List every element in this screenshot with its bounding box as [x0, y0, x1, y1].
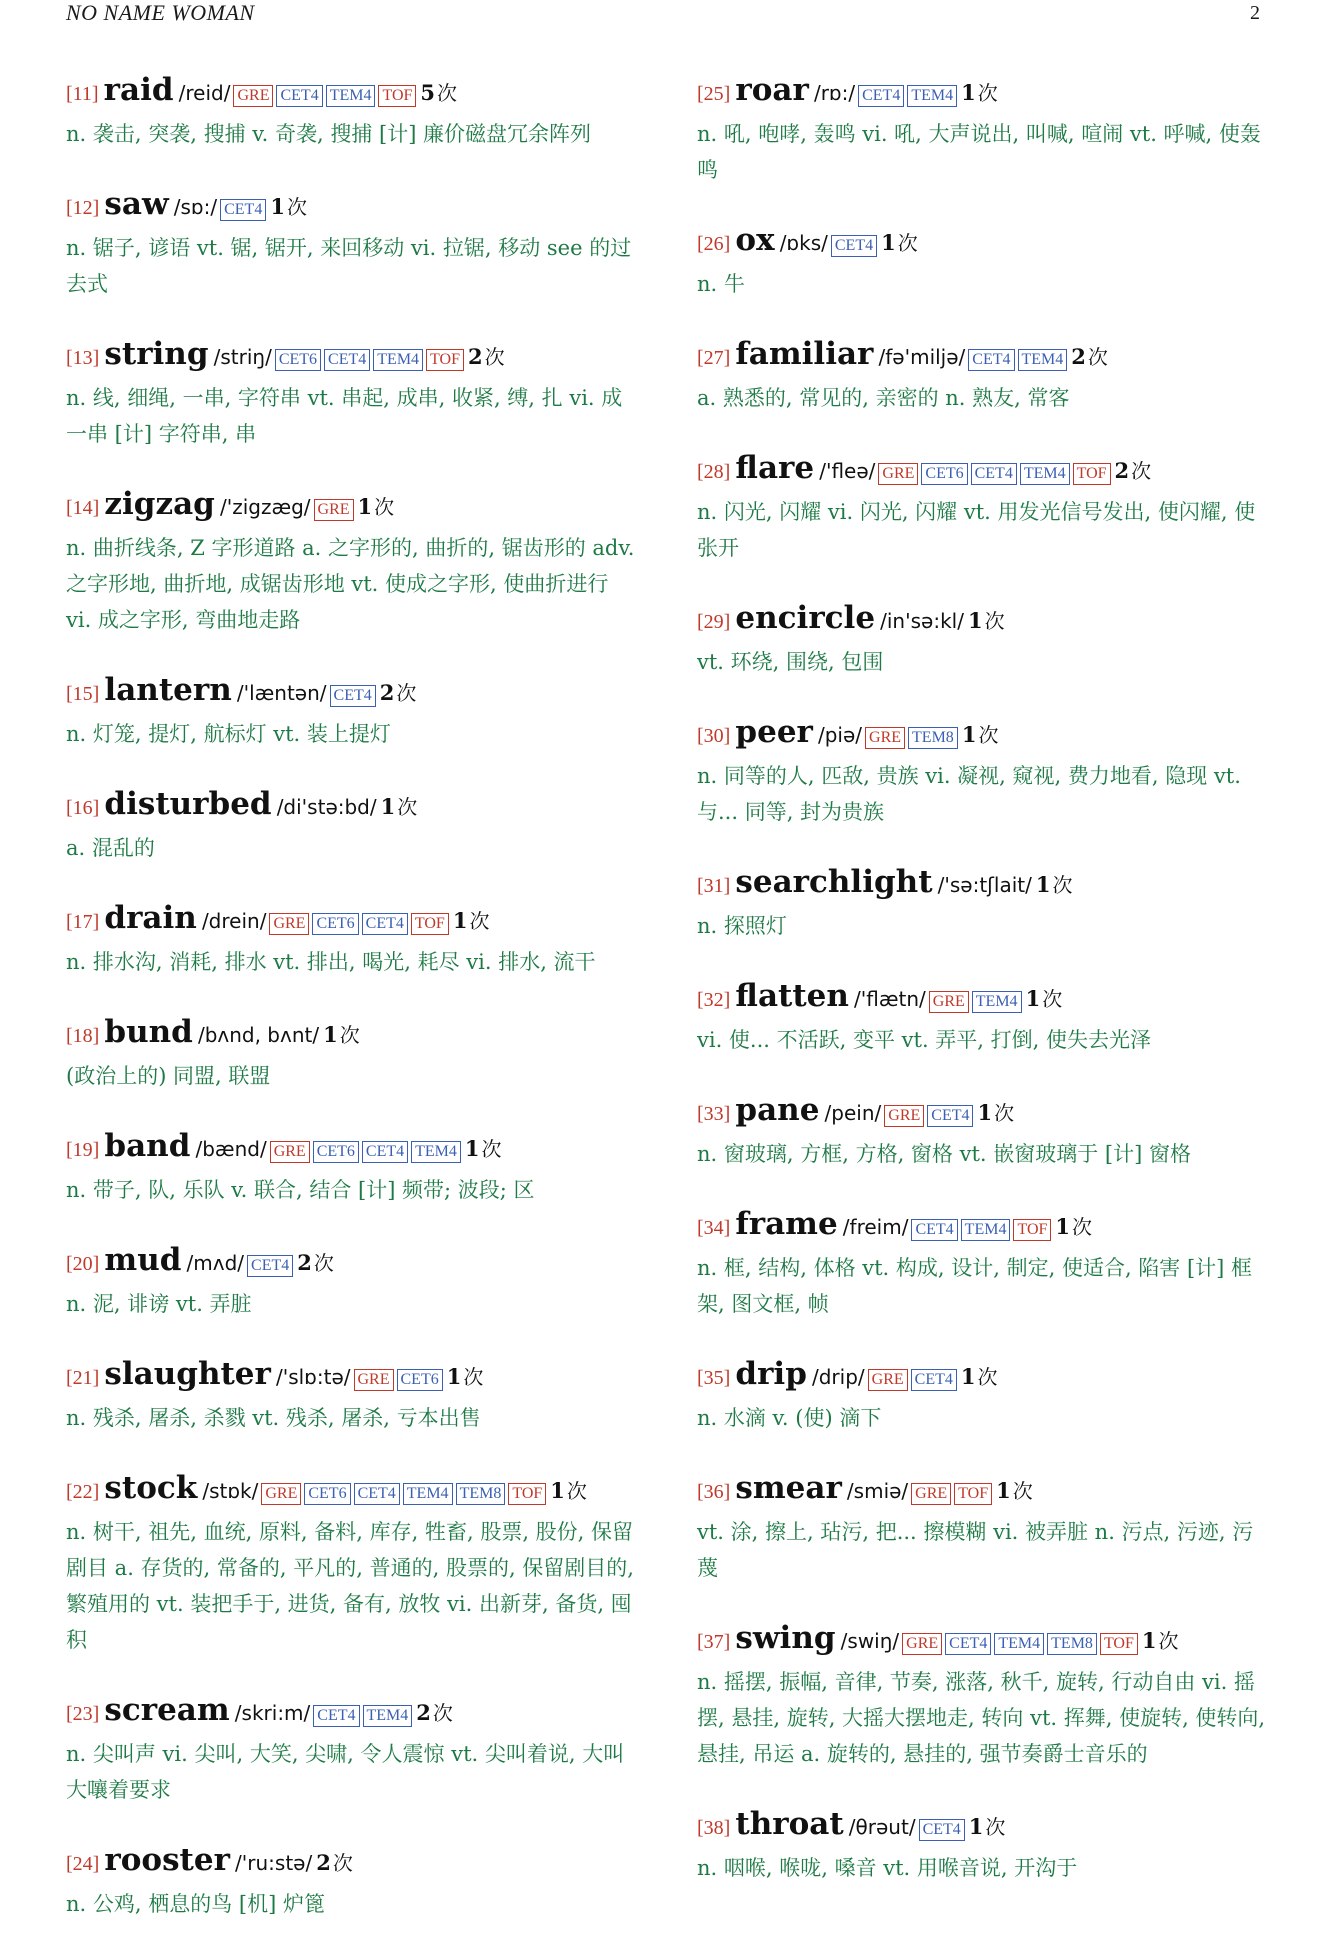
- exam-tag-tof: TOF: [378, 85, 416, 107]
- exam-tag-cet6: CET6: [275, 349, 321, 371]
- entry-number: [14]: [66, 497, 100, 519]
- exam-tag-cet6: CET6: [921, 463, 967, 485]
- exam-tag-cet4: CET4: [220, 199, 266, 221]
- exam-tag-tem4: TEM4: [1018, 349, 1068, 371]
- exam-tag-tem4: TEM4: [994, 1633, 1044, 1655]
- definition: n. 灯笼, 提灯, 航标灯 vt. 装上提灯: [66, 722, 391, 746]
- headword: swing: [735, 1620, 836, 1656]
- entry-header: [697, 334, 1267, 374]
- occurrence-count: 1: [452, 908, 468, 933]
- entry-number: [21]: [66, 1367, 100, 1389]
- exam-tag-cet4: CET4: [362, 1141, 408, 1163]
- phonetic: /ɒks/: [779, 231, 828, 255]
- phonetic: /drein/: [201, 909, 267, 933]
- headword: peer: [735, 714, 813, 750]
- entry-header: [66, 1354, 636, 1394]
- times-label: 次: [437, 81, 458, 105]
- definition: n. 吼, 咆哮, 轰鸣 vi. 吼, 大声说出, 叫喊, 喧闹 vt. 呼喊, 使轰鸣: [697, 122, 1261, 182]
- headword: slaughter: [104, 1356, 271, 1392]
- exam-tag-cet6: CET6: [312, 913, 358, 935]
- entry-number: [16]: [66, 797, 100, 819]
- times-label: 次: [396, 681, 417, 705]
- vocab-entry: [697, 334, 1267, 416]
- exam-tag-tem4: TEM4: [326, 85, 376, 107]
- exam-tag-gre: GRE: [929, 991, 969, 1013]
- occurrence-count: 1: [380, 794, 396, 819]
- exam-tag-tof: TOF: [1073, 463, 1111, 485]
- occurrence-count: 1: [446, 1364, 462, 1389]
- entry-header: [697, 1090, 1267, 1130]
- vocab-entry: [697, 1090, 1267, 1172]
- phonetic: /mʌd/: [186, 1251, 245, 1275]
- exam-tag-cet4: CET4: [247, 1255, 293, 1277]
- phonetic: /'zigzæg/: [219, 495, 311, 519]
- vocab-entry: [697, 70, 1267, 188]
- headword: stock: [104, 1470, 198, 1506]
- exam-tag-cet6: CET6: [397, 1369, 443, 1391]
- times-label: 次: [1052, 873, 1073, 897]
- vocab-entry: [697, 598, 1267, 680]
- entry-number: [18]: [66, 1025, 100, 1047]
- phonetic: /drip/: [811, 1365, 865, 1389]
- definition: n. 牛: [697, 272, 745, 296]
- entry-number: [17]: [66, 911, 100, 933]
- occurrence-count: 2: [467, 344, 483, 369]
- definition: n. 探照灯: [697, 914, 787, 938]
- entry-header: [66, 484, 636, 524]
- vocab-entry: [66, 70, 636, 152]
- headword: rooster: [104, 1842, 230, 1878]
- definition: n. 袭击, 突袭, 搜捕 v. 奇袭, 搜捕 [计] 廉价磁盘冗余阵列: [66, 122, 592, 146]
- entry-header: [66, 70, 636, 110]
- entry-number: [19]: [66, 1139, 100, 1161]
- exam-tag-tem8: TEM8: [456, 1483, 506, 1505]
- phonetic: /θrəut/: [848, 1815, 916, 1839]
- entry-number: [38]: [697, 1817, 731, 1839]
- headword: smear: [735, 1470, 842, 1506]
- times-label: 次: [1158, 1629, 1179, 1653]
- headword: raid: [103, 72, 174, 108]
- headword: saw: [104, 186, 169, 222]
- definition: vt. 环绕, 围绕, 包围: [697, 650, 884, 674]
- exam-tag-gre: GRE: [878, 463, 918, 485]
- occurrence-count: 1: [357, 494, 373, 519]
- definition: n. 树干, 祖先, 血统, 原料, 备料, 库存, 牲畜, 股票, 股份, 保留剧目 a. 存货的, 常备的, 平凡的, 普通的, 股票的, 保留剧目的, 繁殖用的 vt. 装把手于, 进货, 备有, 放牧 vi. 出新芽, 备货, 囤积: [66, 1520, 634, 1652]
- occurrence-count: 2: [1071, 344, 1086, 369]
- entry-number: [26]: [697, 233, 731, 255]
- entry-number: [22]: [66, 1481, 100, 1503]
- occurrence-count: 1: [1055, 1214, 1071, 1239]
- entry-number: [20]: [66, 1253, 100, 1275]
- times-label: 次: [1131, 459, 1152, 483]
- definition: n. 尖叫声 vi. 尖叫, 大笑, 尖啸, 令人震惊 vt. 尖叫着说, 大叫大嚷着要求: [66, 1742, 625, 1802]
- entry-header: [697, 1354, 1267, 1394]
- exam-tag-tem4: TEM4: [1020, 463, 1070, 485]
- entry-header: [697, 1468, 1267, 1508]
- exam-tag-cet4: CET4: [324, 349, 370, 371]
- page-number: 2: [1250, 2, 1260, 24]
- entry-number: [27]: [697, 347, 731, 369]
- occurrence-count: 5: [420, 80, 436, 105]
- exam-tag-tem8: TEM8: [1047, 1633, 1097, 1655]
- phonetic: /stɒk/: [202, 1479, 259, 1503]
- exam-tag-cet4: CET4: [911, 1219, 957, 1241]
- entry-header: [66, 670, 636, 710]
- exam-tag-tof: TOF: [508, 1483, 546, 1505]
- entry-header: [66, 334, 636, 374]
- phonetic: /'flætn/: [854, 987, 926, 1011]
- headword: string: [104, 336, 209, 372]
- entry-number: [15]: [66, 683, 100, 705]
- vocab-entry: [66, 1690, 636, 1808]
- phonetic: /sɒ:/: [173, 195, 218, 219]
- headword: pane: [735, 1092, 820, 1128]
- definition: n. 咽喉, 喉咙, 嗓音 vt. 用喉音说, 开沟于: [697, 1856, 1078, 1880]
- vocab-entry: [697, 976, 1267, 1058]
- times-label: 次: [897, 231, 918, 255]
- phonetic: /bʌnd, bʌnt/: [197, 1023, 320, 1047]
- entry-header: [697, 1804, 1267, 1844]
- exam-tag-cet4: CET4: [313, 1705, 359, 1727]
- headword: lantern: [104, 672, 232, 708]
- definition: n. 泥, 诽谤 vt. 弄脏: [66, 1292, 252, 1316]
- phonetic: /striŋ/: [213, 345, 272, 369]
- entry-number: [23]: [66, 1703, 100, 1725]
- phonetic: /swiŋ/: [840, 1629, 900, 1653]
- times-label: 次: [286, 195, 307, 219]
- definition: n. 公鸡, 栖息的鸟 [机] 炉篦: [66, 1892, 325, 1916]
- vocab-entry: [66, 184, 636, 302]
- occurrence-count: 1: [996, 1478, 1011, 1503]
- headword: throat: [735, 1806, 844, 1842]
- exam-tag-gre: GRE: [865, 727, 905, 749]
- times-label: 次: [1072, 1215, 1093, 1239]
- exam-tag-gre: GRE: [868, 1369, 908, 1391]
- times-label: 次: [397, 795, 418, 819]
- vocab-entry: [66, 898, 636, 980]
- times-label: 次: [977, 81, 998, 105]
- entry-number: [34]: [697, 1217, 731, 1239]
- exam-tag-tem4: TEM4: [373, 349, 423, 371]
- occurrence-count: 1: [550, 1478, 565, 1503]
- phonetic: /'ru:stə/: [235, 1851, 313, 1875]
- entry-header: [66, 1126, 636, 1166]
- entry-header: [697, 862, 1267, 902]
- occurrence-count: 2: [316, 1850, 331, 1875]
- exam-tag-cet4: CET4: [362, 913, 408, 935]
- entry-number: [12]: [66, 197, 100, 219]
- definition: n. 闪光, 闪耀 vi. 闪光, 闪耀 vt. 用发光信号发出, 使闪耀, 使张开: [697, 500, 1256, 560]
- exam-tag-gre: GRE: [233, 85, 273, 107]
- vocab-entry: [66, 334, 636, 452]
- document-title: NO NAME WOMAN: [66, 0, 255, 25]
- exam-tag-tof: TOF: [1100, 1633, 1138, 1655]
- times-label: 次: [484, 345, 505, 369]
- exam-tag-gre: GRE: [261, 1483, 301, 1505]
- headword: zigzag: [104, 486, 215, 522]
- definition: a. 熟悉的, 常见的, 亲密的 n. 熟友, 常客: [697, 386, 1070, 410]
- exam-tag-tof: TOF: [411, 913, 449, 935]
- headword: drip: [735, 1356, 807, 1392]
- entry-header: [697, 598, 1267, 638]
- times-label: 次: [566, 1479, 587, 1503]
- headword: ox: [735, 222, 775, 258]
- exam-tag-gre: GRE: [902, 1633, 942, 1655]
- entry-number: [24]: [66, 1853, 100, 1875]
- entry-header: [66, 1840, 636, 1880]
- phonetic: /piə/: [817, 723, 863, 747]
- occurrence-count: 2: [297, 1250, 312, 1275]
- occurrence-count: 1: [1035, 872, 1051, 897]
- definition: n. 框, 结构, 体格 vt. 构成, 设计, 制定, 使适合, 陷害 [计] 框架, 图文框, 帧: [697, 1256, 1253, 1316]
- exam-tag-cet4: CET4: [858, 85, 904, 107]
- exam-tag-cet4: CET4: [927, 1105, 973, 1127]
- phonetic: /'læntən/: [236, 681, 327, 705]
- exam-tag-cet4: CET4: [831, 235, 877, 257]
- occurrence-count: 1: [1025, 986, 1041, 1011]
- exam-tag-cet6: CET6: [304, 1483, 350, 1505]
- definition: n. 窗玻璃, 方框, 方格, 窗格 vt. 嵌窗玻璃于 [计] 窗格: [697, 1142, 1191, 1166]
- vocab-entry: [697, 1354, 1267, 1436]
- times-label: 次: [432, 1701, 453, 1725]
- times-label: 次: [469, 909, 490, 933]
- entry-header: [66, 784, 636, 824]
- exam-tag-gre: GRE: [314, 499, 354, 521]
- entry-number: [30]: [697, 725, 731, 747]
- phonetic: /'sə:tʃlait/: [937, 873, 1032, 897]
- times-label: 次: [985, 1815, 1006, 1839]
- phonetic: /in'sə:kl/: [880, 609, 964, 633]
- entry-header: [697, 712, 1267, 752]
- vocab-entry: [697, 448, 1267, 566]
- phonetic: /fə'miljə/: [878, 345, 966, 369]
- phonetic: /pein/: [824, 1101, 882, 1125]
- times-label: 次: [978, 723, 999, 747]
- vocab-entry: [66, 1240, 636, 1322]
- definition: n. 摇摆, 振幅, 音律, 节奏, 涨落, 秋千, 旋转, 行动自由 vi. 摇摆, 悬挂, 旋转, 大摇大摆地走, 转向 vt. 挥舞, 使旋转, 使转向, 悬挂, 吊运 a. 旋转的, 悬挂的, 强节奏爵士音乐的: [697, 1670, 1266, 1766]
- headword: encircle: [735, 600, 876, 636]
- exam-tag-tem8: TEM8: [908, 727, 958, 749]
- entry-header: [697, 448, 1267, 488]
- occurrence-count: 1: [270, 194, 285, 219]
- exam-tag-gre: GRE: [270, 1141, 310, 1163]
- exam-tag-cet4: CET4: [971, 463, 1017, 485]
- vocab-entry: [697, 220, 1267, 302]
- right-column: [697, 70, 1267, 1918]
- vocab-entry: [66, 1012, 636, 1094]
- exam-tag-tem4: TEM4: [907, 85, 957, 107]
- times-label: 次: [339, 1023, 360, 1047]
- exam-tag-gre: GRE: [269, 913, 309, 935]
- vocab-entry: [66, 484, 636, 638]
- entry-number: [32]: [697, 989, 731, 1011]
- exam-tag-tem4: TEM4: [961, 1219, 1011, 1241]
- headword: drain: [104, 900, 197, 936]
- exam-tag-tem4: TEM4: [363, 1705, 413, 1727]
- phonetic: /rɒ:/: [813, 81, 856, 105]
- times-label: 次: [313, 1251, 334, 1275]
- phonetic: /'fleə/: [819, 459, 876, 483]
- entry-number: [25]: [697, 83, 731, 105]
- vocab-entry: [697, 1804, 1267, 1886]
- entry-header: [66, 1012, 636, 1052]
- occurrence-count: 1: [881, 230, 896, 255]
- entry-header: [66, 898, 636, 938]
- entry-number: [33]: [697, 1103, 731, 1125]
- occurrence-count: 1: [1141, 1628, 1157, 1653]
- vocab-entry: [697, 712, 1267, 830]
- entry-header: [66, 1240, 636, 1280]
- vocab-entry: [66, 1354, 636, 1436]
- definition: n. 线, 细绳, 一串, 字符串 vt. 串起, 成串, 收紧, 缚, 扎 vi. 成一串 [计] 字符串, 串: [66, 386, 623, 446]
- vocab-entry: [66, 1468, 636, 1658]
- entry-header: [697, 1618, 1267, 1658]
- exam-tag-cet4: CET4: [276, 85, 322, 107]
- exam-tag-tem4: TEM4: [403, 1483, 453, 1505]
- entry-number: [35]: [697, 1367, 731, 1389]
- occurrence-count: 1: [961, 722, 977, 747]
- vocab-entry: [697, 1468, 1267, 1586]
- phonetic: /skri:m/: [234, 1701, 311, 1725]
- phonetic: /smiə/: [846, 1479, 909, 1503]
- entry-header: [66, 184, 636, 224]
- occurrence-count: 1: [968, 1814, 984, 1839]
- times-label: 次: [994, 1101, 1015, 1125]
- vocab-entry: [697, 1618, 1267, 1772]
- occurrence-count: 1: [464, 1136, 480, 1161]
- vocab-entry: [66, 784, 636, 866]
- occurrence-count: 1: [967, 608, 983, 633]
- definition: n. 曲折线条, Z 字形道路 a. 之字形的, 曲折的, 锯齿形的 adv. 之字形地, 曲折地, 成锯齿形地 vt. 使成之字形, 使曲折进行 vi. 成之字形, 弯曲地走路: [66, 536, 635, 632]
- vocab-entry: [66, 1840, 636, 1922]
- occurrence-count: 1: [961, 80, 976, 105]
- times-label: 次: [1042, 987, 1063, 1011]
- exam-tag-cet6: CET6: [313, 1141, 359, 1163]
- left-column: [66, 70, 636, 1954]
- headword: flare: [735, 450, 815, 486]
- definition: n. 带子, 队, 乐队 v. 联合, 结合 [计] 频带; 波段; 区: [66, 1178, 535, 1202]
- exam-tag-cet4: CET4: [919, 1819, 965, 1841]
- definition: n. 排水沟, 消耗, 排水 vt. 排出, 喝光, 耗尽 vi. 排水, 流干: [66, 950, 596, 974]
- exam-tag-gre: GRE: [911, 1483, 951, 1505]
- entry-number: [13]: [66, 347, 100, 369]
- definition: a. 混乱的: [66, 836, 155, 860]
- phonetic: /di'stə:bd/: [276, 795, 377, 819]
- entry-header: [66, 1690, 636, 1730]
- entry-number: [28]: [697, 461, 731, 483]
- vocab-entry: [66, 670, 636, 752]
- exam-tag-cet4: CET4: [945, 1633, 991, 1655]
- exam-tag-cet4: CET4: [354, 1483, 400, 1505]
- entry-number: [37]: [697, 1631, 731, 1653]
- times-label: 次: [463, 1365, 484, 1389]
- definition: n. 水滴 v. (使) 滴下: [697, 1406, 882, 1430]
- times-label: 次: [332, 1851, 353, 1875]
- phonetic: /'slɒ:tə/: [275, 1365, 351, 1389]
- headword: familiar: [735, 336, 874, 372]
- exam-tag-tof: TOF: [1013, 1219, 1051, 1241]
- vocab-entry: [697, 862, 1267, 944]
- headword: frame: [735, 1206, 838, 1242]
- occurrence-count: 1: [960, 1364, 976, 1389]
- entry-number: [36]: [697, 1481, 731, 1503]
- headword: roar: [735, 72, 809, 108]
- exam-tag-tof: TOF: [954, 1483, 992, 1505]
- exam-tag-tof: TOF: [426, 349, 464, 371]
- vocab-entry: [66, 1126, 636, 1208]
- headword: searchlight: [735, 864, 933, 900]
- times-label: 次: [984, 609, 1005, 633]
- times-label: 次: [1012, 1479, 1033, 1503]
- occurrence-count: 2: [1114, 458, 1130, 483]
- exam-tag-tem4: TEM4: [411, 1141, 461, 1163]
- phonetic: /freim/: [842, 1215, 909, 1239]
- headword: bund: [104, 1014, 193, 1050]
- exam-tag-cet4: CET4: [911, 1369, 957, 1391]
- headword: mud: [104, 1242, 182, 1278]
- entry-number: [31]: [697, 875, 731, 897]
- times-label: 次: [481, 1137, 502, 1161]
- vocab-entry: [697, 1204, 1267, 1322]
- definition: n. 锯子, 谚语 vt. 锯, 锯开, 来回移动 vi. 拉锯, 移动 see 的过去式: [66, 236, 632, 296]
- definition: (政治上的) 同盟, 联盟: [66, 1064, 271, 1088]
- entry-header: [697, 70, 1267, 110]
- exam-tag-cet4: CET4: [330, 685, 376, 707]
- entry-header: [66, 1468, 636, 1508]
- phonetic: /bænd/: [195, 1137, 267, 1161]
- definition: vt. 涂, 擦上, 玷污, 把... 擦模糊 vi. 被弄脏 n. 污点, 污迹, 污蔑: [697, 1520, 1254, 1580]
- entry-header: [697, 976, 1267, 1016]
- exam-tag-gre: GRE: [884, 1105, 924, 1127]
- occurrence-count: 1: [977, 1100, 993, 1125]
- times-label: 次: [977, 1365, 998, 1389]
- exam-tag-cet4: CET4: [968, 349, 1014, 371]
- exam-tag-gre: GRE: [354, 1369, 394, 1391]
- entry-header: [697, 1204, 1267, 1244]
- entry-header: [697, 220, 1267, 260]
- occurrence-count: 2: [416, 1700, 431, 1725]
- entry-number: [29]: [697, 611, 731, 633]
- exam-tag-tem4: TEM4: [972, 991, 1022, 1013]
- headword: flatten: [735, 978, 849, 1014]
- occurrence-count: 1: [323, 1022, 338, 1047]
- headword: disturbed: [104, 786, 272, 822]
- definition: n. 残杀, 屠杀, 杀戮 vt. 残杀, 屠杀, 亏本出售: [66, 1406, 481, 1430]
- headword: scream: [104, 1692, 230, 1728]
- times-label: 次: [1087, 345, 1108, 369]
- headword: band: [104, 1128, 191, 1164]
- entry-number: [11]: [66, 83, 99, 105]
- phonetic: /reid/: [178, 81, 231, 105]
- occurrence-count: 2: [379, 680, 395, 705]
- definition: vi. 使... 不活跃, 变平 vt. 弄平, 打倒, 使失去光泽: [697, 1028, 1152, 1052]
- definition: n. 同等的人, 匹敌, 贵族 vi. 凝视, 窥视, 费力地看, 隐现 vt. 与... 同等, 封为贵族: [697, 764, 1241, 824]
- times-label: 次: [374, 495, 395, 519]
